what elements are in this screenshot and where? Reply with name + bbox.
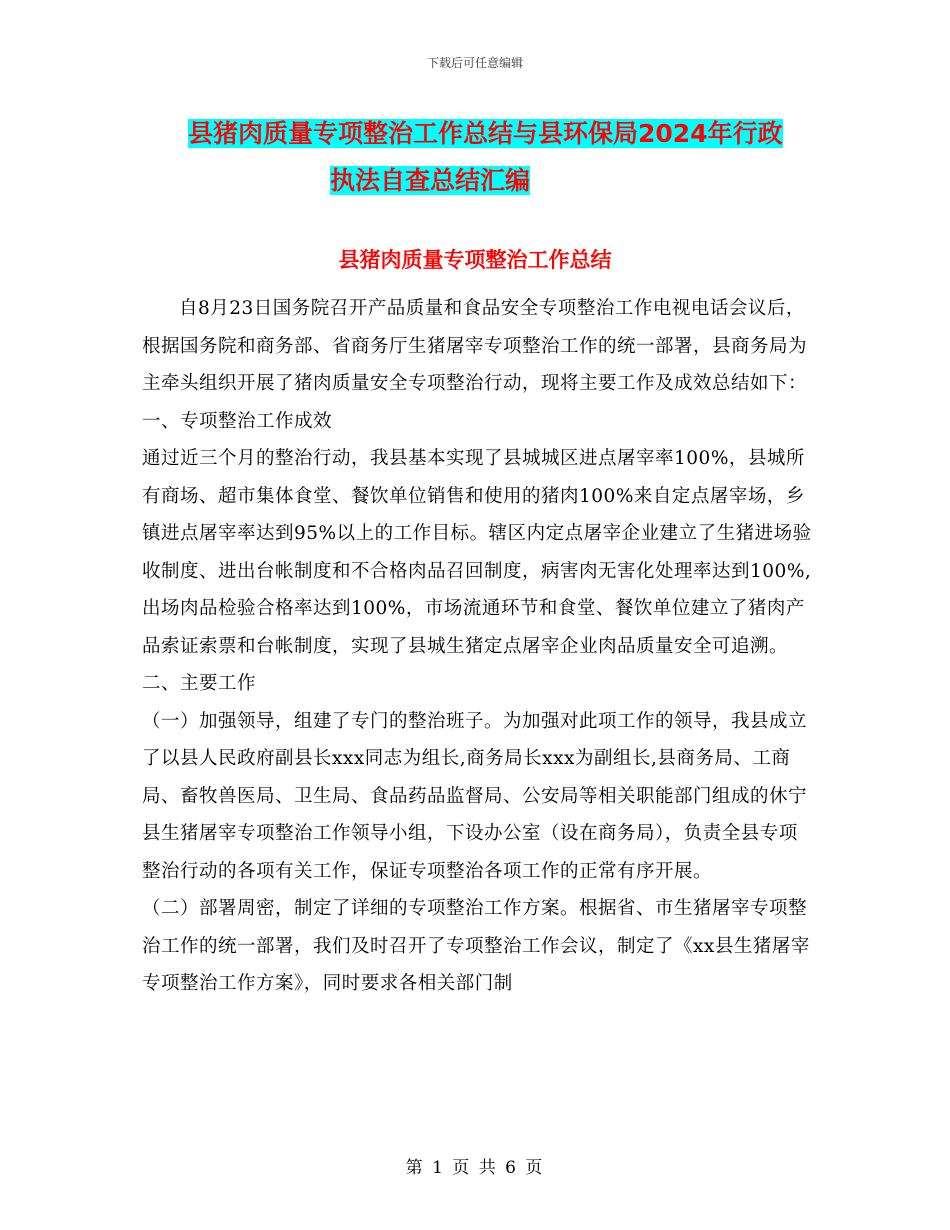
- document-body: [142, 290, 812, 1003]
- paragraph-leadership: （一）加强领导，组建了专门的整治班子。为加强对此项工作的领导，我县成立了以县人民政府副县长xxx同志为组长,商务局长xxx为副组长,县商务局、工商局、畜牧兽医局、卫生局、食品药品监督局、公安局等相关职能部门组成的休宁县生猪屠宰专项整治工作领导小组，下设办公室（设在商务局），负责全县专项整治行动的各项有关工作，保证专项整治各项工作的正常有序开展。: [142, 710, 808, 882]
- page-footer: 第 1 页 共 6 页: [405, 1158, 545, 1178]
- section-title: 县猪肉质量专项整治工作总结: [338, 248, 612, 272]
- paragraph-intro: 自8月23日国务院召开产品质量和食品安全专项整治工作电视电话会议后，根据国务院和商务部、省商务厅生猪屠宰专项整治工作的统一部署，县商务局为主牵头组织开展了猪肉质量安全专项整治行动，现将主要工作及成效总结如下：: [142, 298, 808, 394]
- document-title: [188, 110, 818, 204]
- header-note: 下载后可任意编辑: [426, 56, 523, 70]
- paragraph-achievements: 通过近三个月的整治行动，我县基本实现了县城城区进点屠宰率100%，县城所有商场、超市集体食堂、餐饮单位销售和使用的猪肉100%来自定点屠宰场，乡镇进点屠宰率达到95%以上的工作目标。辖区内定点屠宰企业建立了生猪进场验收制度、进出台帐制度和不合格肉品召回制度，病害肉无害化处理率达到100%,出场肉品检验合格率达到100%，市场流通环节和食堂、餐饮单位建立了猪肉产品索证索票和台帐制度，实现了县城生猪定点屠宰企业肉品质量安全可追溯。: [142, 448, 812, 657]
- paragraph-deployment: （二）部署周密，制定了详细的专项整治工作方案。根据省、市生猪屠宰专项整治工作的统一部署，我们及时召开了专项整治工作会议，制定了《xx县生猪屠宰专项整治工作方案》，同时要求各相关部门制: [142, 898, 810, 994]
- title-line-1: 县猪肉质量专项整治工作总结与县环保局2024年行政: [188, 119, 783, 148]
- heading-main-work: 二、主要工作: [142, 673, 257, 694]
- title-line-2: 执法自查总结汇编: [330, 166, 531, 195]
- heading-achievements: 一、专项整治工作成效: [142, 410, 333, 432]
